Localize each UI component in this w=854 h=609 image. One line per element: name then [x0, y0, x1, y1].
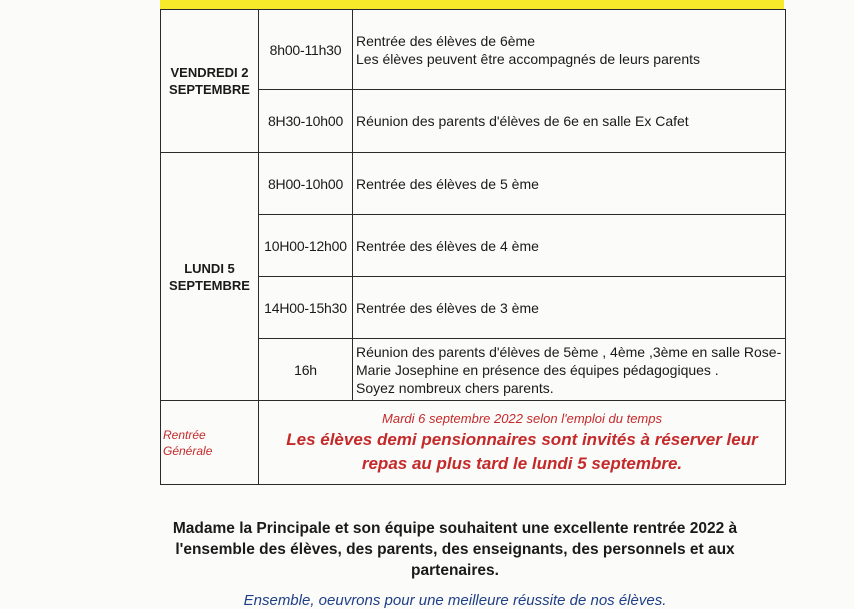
description-line: Réunion des parents d'élèves de 6e en salle Ex Cafet: [356, 113, 689, 129]
general-date-line: Mardi 6 septembre 2022 selon l'emploi du temps: [382, 410, 662, 426]
yellow-header-band: [160, 0, 784, 9]
time-cell: 14H00-15h30: [259, 277, 353, 339]
description-cell: [353, 10, 786, 90]
day-label: LUNDI 5: [184, 260, 235, 276]
general-label-line: Rentrée: [163, 427, 206, 442]
general-notice-line: repas au plus tard le lundi 5 septembre.: [361, 453, 683, 473]
description-line: Rentrée des élèves de 3 ème: [356, 299, 539, 316]
general-label-cell: [161, 401, 259, 485]
time-cell: 16h: [259, 339, 353, 401]
time-cell: 10H00-12h00: [259, 215, 353, 277]
description-cell: [353, 215, 786, 277]
closing-line: l'ensemble des élèves, des parents, des enseignants, des personnels et aux: [175, 541, 735, 558]
closing-line: Madame la Principale et son équipe souhaitent une excellente rentrée 2022 à: [172, 520, 738, 537]
day-cell-friday: [161, 10, 259, 153]
table-row: [161, 10, 786, 90]
closing-line: partenaires.: [411, 562, 499, 579]
description-line: Marie Josephine en présence des équipes pédagogiques .: [356, 361, 719, 378]
description-line: Soyez nombreux chers parents.: [356, 379, 554, 396]
description-line: Rentrée des élèves de 6ème: [356, 32, 535, 49]
general-label-line: Générale: [163, 443, 213, 458]
day-label: VENDREDI 2: [170, 65, 249, 80]
month-label: SEPTEMBRE: [169, 82, 250, 97]
motto-text: Ensemble, oeuvrons pour une meilleure réussite de nos élèves.: [243, 592, 667, 609]
table-row: [161, 153, 786, 215]
description-line: Rentrée des élèves de 5 ème: [356, 175, 539, 192]
schedule-table: [160, 9, 786, 485]
time-cell: 8h00-11h30: [259, 10, 353, 90]
closing-message: [150, 518, 760, 581]
general-notice-line: Les élèves demi pensionnaires sont invités à réserver leur: [286, 429, 758, 449]
description-cell: [353, 339, 786, 401]
month-label: SEPTEMBRE: [169, 277, 250, 293]
table-row: [161, 401, 786, 485]
description-line: Les élèves peuvent être accompagnés de leurs parents: [356, 50, 700, 67]
description-cell: [353, 277, 786, 339]
general-description-cell: [259, 401, 786, 485]
description-line: Rentrée des élèves de 4 ème: [356, 237, 539, 254]
day-cell-monday: [161, 153, 259, 401]
description-line: Réunion des parents d'élèves de 5ème , 4ème ,3ème en salle Rose-: [356, 343, 782, 360]
time-cell: 8H00-10h00: [259, 153, 353, 215]
description-cell: [353, 90, 786, 153]
time-cell: 8H30-10h00: [259, 90, 353, 153]
description-cell: [353, 153, 786, 215]
